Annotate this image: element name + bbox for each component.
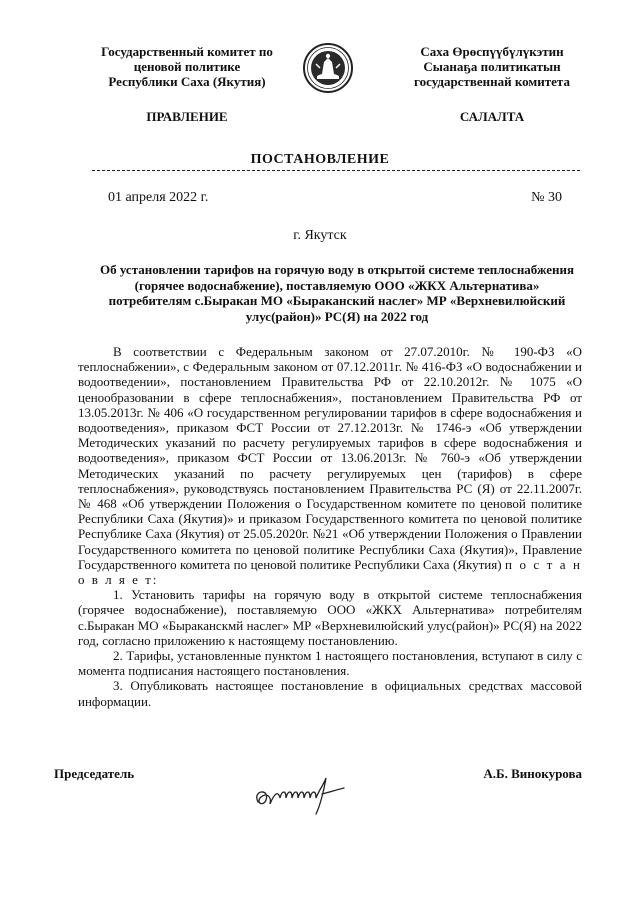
document-date: 01 апреля 2022 г.	[108, 190, 209, 205]
header-divider	[92, 170, 580, 171]
org-name-line-3: Республики Саха (Якутия)	[108, 74, 266, 89]
signer-name: А.Б. Винокурова	[483, 766, 582, 781]
org-name-line-2: ценовой политике	[133, 59, 241, 74]
document-body	[78, 344, 582, 709]
section-label-left: ПРАВЛЕНИЕ	[146, 109, 228, 124]
document-title: ПОСТАНОВЛЕНИЕ	[250, 152, 390, 167]
signer-title: Председатель	[54, 766, 135, 781]
resolves-text: п о с т а н о в л я е т:	[78, 556, 582, 588]
document-subject: Об установлении тарифов на горячую воду в открытой системе теплоснабжения (горячее водоснабжение), поставляемую ООО «ЖКХ Альтернатива» потребителям с.Быракан МО «Быраканский наслег» МР «Верхневилюйский улус(район)» РС(Я) на 2022 год	[99, 262, 575, 324]
org-name-sakha-line-2: Сыанаҕа политикатын	[423, 59, 561, 74]
document-number: № 30	[531, 190, 562, 205]
coat-of-arms-icon	[302, 42, 354, 94]
org-name-sakha-line-1: Саха Өрөспүүбүлүкэтин	[420, 44, 564, 59]
document-city: г. Якутск	[293, 228, 347, 243]
item-3: 3. Опубликовать настоящее постановление в официальных средствах массовой информации.	[78, 678, 582, 709]
item-2: 2. Тарифы, установленные пунктом 1 настоящего постановления, вступают в силу с момента подписания настоящего постановления.	[78, 648, 582, 679]
org-name-line-1: Государственный комитет по	[101, 44, 273, 59]
handwritten-signature	[250, 770, 370, 820]
letterhead	[0, 42, 640, 152]
section-label-right: САЛАЛТА	[459, 109, 525, 124]
letterhead-right	[392, 44, 592, 124]
org-name-sakha-line-3: государственнай комитета	[414, 74, 570, 89]
letterhead-left	[72, 44, 302, 124]
preamble-paragraph	[78, 344, 582, 587]
item-1: 1. Установить тарифы на горячую воду в открытой системе теплоснабжения (горячее водоснабжение), поставляемую ООО «ЖКХ Альтернатива» потребителям с.Быракан МО «Быраканскмй наслег» МР «Верхневилюйский улус(район)» РС(Я) на 2022 год, согласно приложению к настоящему постановлению.	[78, 587, 582, 648]
preamble-text: В соответствии с Федеральным законом от 27.07.2010г. № 190-ФЗ «О теплоснабжении», с Федеральным законом от 07.12.2011г. № 416-ФЗ «О водоснабжении и водоотведении», постановлением Правительства РФ от 22.10.2012г. № 1075 «О ценообразовании в сфере теплоснабжения», постановлением Правительства РФ от 13.05.2013г. № 406 «О государственном регулировании тарифов в сфере водоснабжения и водоотведения», приказом ФСТ России от 27.12.2013г. № 1746-э «Об утверждении Методических указаний по расчету регулируемых тарифов в сфере водоснабжения и водоотведения», приказом ФСТ России от 13.06.2013г. № 760-э «Об утверждении Методических указаний по расчету регулируемых цен (тарифов) в сфере теплоснабжения», руководствуясь постановлением Правительства РС (Я) от 22.11.2007г. № 468 «Об утверждении Положения о Государственном комитете по ценовой политике Республики Саха (Якутия)» и приказом Государственного комитета по ценовой политике Республике Саха (Якутия) от 25.05.2020г. №21 «Об утверждении Положения о Правлении Государственного комитета по ценовой политике Республики Саха (Якутия)», Правление Государственного комитета по ценовой политике Республики Саха (Якутия)	[78, 344, 582, 572]
